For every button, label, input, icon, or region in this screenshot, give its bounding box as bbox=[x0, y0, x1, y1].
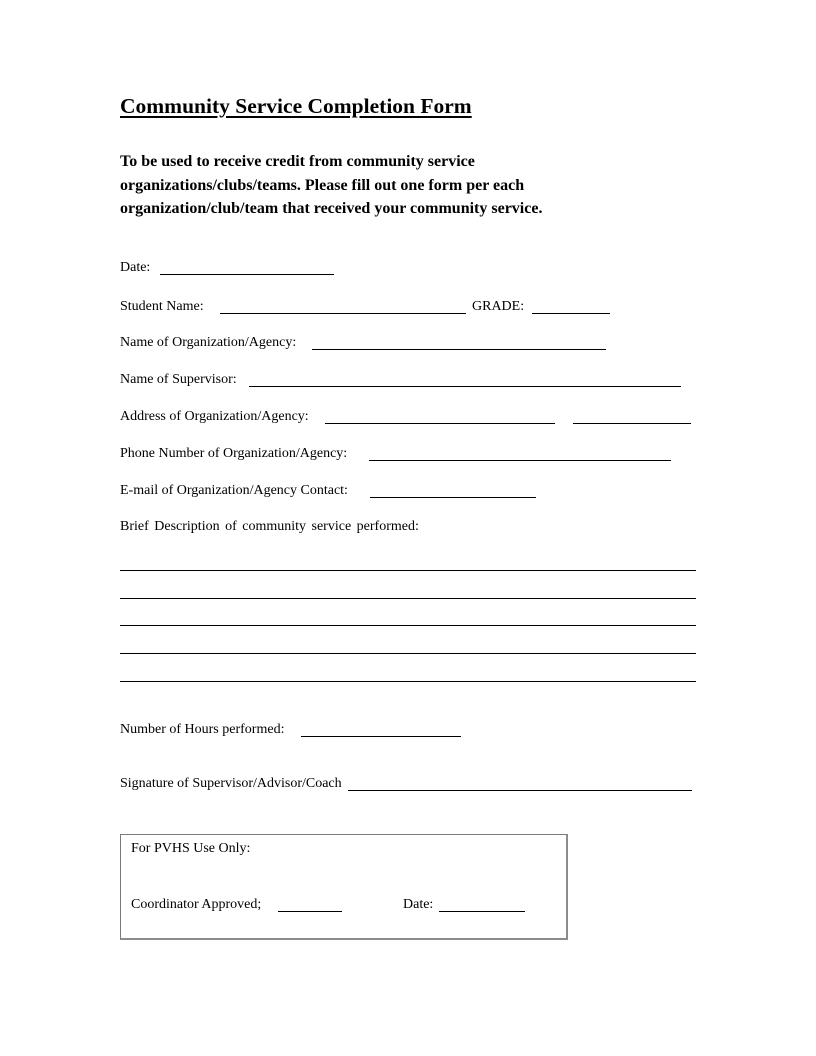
phone-label: Phone Number of Organization/Agency: bbox=[120, 446, 348, 461]
description-line[interactable] bbox=[120, 681, 696, 682]
description-line[interactable] bbox=[120, 598, 696, 599]
organization-label: Name of Organization/Agency: bbox=[120, 335, 297, 350]
address-field-2[interactable] bbox=[573, 423, 691, 424]
email-label: E-mail of Organization/Agency Contact: bbox=[120, 483, 348, 498]
page-title: Community Service Completion Form bbox=[120, 94, 472, 118]
hours-label: Number of Hours performed: bbox=[120, 722, 285, 737]
supervisor-label: Name of Supervisor: bbox=[120, 372, 237, 387]
description-label: Brief Description of community service performed: bbox=[120, 519, 419, 534]
office-date-label: Date: bbox=[403, 897, 434, 912]
date-field[interactable] bbox=[160, 274, 334, 275]
date-label: Date: bbox=[120, 260, 151, 275]
description-line[interactable] bbox=[120, 653, 696, 654]
supervisor-field[interactable] bbox=[249, 386, 681, 387]
intro-line: organizations/clubs/teams. Please fill out one form per each bbox=[120, 176, 525, 194]
office-use-heading: For PVHS Use Only: bbox=[131, 841, 251, 856]
intro-line: organization/club/team that received your community service. bbox=[120, 200, 543, 217]
description-line[interactable] bbox=[120, 625, 696, 626]
grade-label: GRADE: bbox=[472, 299, 525, 314]
signature-field[interactable] bbox=[348, 790, 692, 791]
coordinator-approved-label: Coordinator Approved; bbox=[131, 897, 262, 912]
student-name-field[interactable] bbox=[220, 313, 466, 314]
signature-label: Signature of Supervisor/Advisor/Coach bbox=[120, 776, 342, 791]
grade-field[interactable] bbox=[532, 313, 610, 314]
office-use-box bbox=[120, 834, 568, 940]
description-line[interactable] bbox=[120, 570, 696, 571]
phone-field[interactable] bbox=[369, 460, 671, 461]
student-name-label: Student Name: bbox=[120, 299, 204, 314]
office-date-field[interactable] bbox=[439, 911, 525, 912]
intro-instructions bbox=[120, 150, 680, 221]
coordinator-approved-field[interactable] bbox=[278, 911, 342, 912]
organization-field[interactable] bbox=[312, 349, 606, 350]
address-field[interactable] bbox=[325, 423, 555, 424]
address-label: Address of Organization/Agency: bbox=[120, 409, 309, 424]
intro-line: To be used to receive credit from community service bbox=[120, 153, 475, 170]
hours-field[interactable] bbox=[301, 736, 461, 737]
email-field[interactable] bbox=[370, 497, 536, 498]
